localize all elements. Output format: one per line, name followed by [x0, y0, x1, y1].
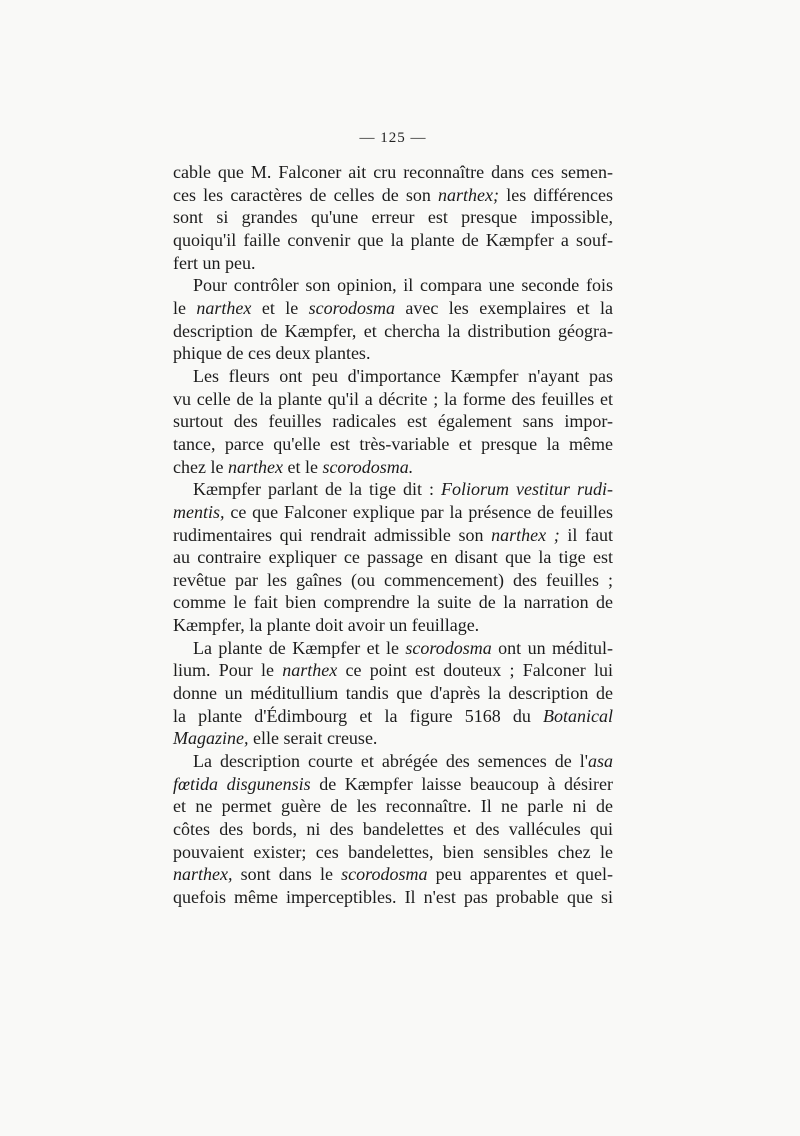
text-segment: il faut: [559, 524, 613, 545]
text-segment: fert un peu.: [173, 252, 256, 273]
paragraph: [173, 161, 613, 274]
text-line: [173, 863, 613, 886]
italic-term: fœtida disgunensis: [173, 773, 311, 794]
italic-term: narthex ;: [491, 524, 560, 545]
text-segment: La description courte et abrégée des semences de l': [193, 751, 588, 772]
text-line: [173, 546, 613, 569]
text-line: [173, 456, 613, 479]
text-line: [173, 410, 613, 433]
text-segment: surtout des feuilles radicales est également sans impor-: [173, 411, 613, 432]
text-body: [173, 161, 613, 909]
text-segment: comme le fait bien comprendre la suite de la narration de: [173, 592, 613, 613]
text-segment: et le: [282, 456, 323, 477]
text-line: [173, 206, 613, 229]
text-segment: de Kæmpfer laisse beaucoup à désirer: [310, 773, 613, 794]
text-line: [173, 274, 613, 297]
paragraph: [173, 365, 613, 478]
text-segment: sont si grandes qu'une erreur est presque impossible,: [173, 207, 613, 228]
text-line: [173, 524, 613, 547]
text-line: [173, 614, 613, 637]
italic-term: Foliorum vestitur rudi-: [440, 479, 613, 500]
italic-term: scorodosma.: [322, 456, 414, 477]
text-segment: sont dans le: [232, 864, 342, 885]
text-segment: description de Kæmpfer, et chercha la distribution géogra-: [173, 320, 613, 341]
text-line: [173, 297, 613, 320]
text-segment: elle serait creuse.: [248, 728, 378, 749]
text-segment: ont un méditul-: [491, 637, 613, 658]
italic-term: mentis,: [173, 501, 225, 522]
text-segment: Les fleurs ont peu d'importance Kæmpfer n'ayant pas: [193, 365, 613, 386]
text-segment: quoiqu'il faille convenir que la plante de Kæmpfer a souf-: [173, 229, 613, 250]
text-line: [173, 795, 613, 818]
text-segment: donne un méditullium tandis que d'après la description de: [173, 683, 613, 704]
text-segment: quefois même imperceptibles. Il n'est pas probable que si: [173, 887, 613, 907]
text-line: [173, 682, 613, 705]
text-segment: les différences: [499, 184, 613, 205]
text-line: [173, 773, 613, 796]
text-segment: lium. Pour le: [173, 660, 283, 681]
italic-term: Botanical: [543, 705, 613, 726]
paragraph: [173, 750, 613, 909]
text-segment: Pour contrôler son opinion, il compara une seconde fois: [193, 275, 613, 296]
text-line: [173, 433, 613, 456]
text-segment: et le: [251, 297, 309, 318]
text-segment: vu celle de la plante qu'il a décrite ; la forme des feuilles et: [173, 388, 613, 409]
text-segment: Kæmpfer, la plante doit avoir un feuillage.: [173, 615, 480, 636]
text-line: [173, 727, 613, 750]
text-line: [173, 320, 613, 343]
text-segment: le: [173, 297, 197, 318]
text-line: [173, 252, 613, 275]
page-number-header: — 125 —: [359, 130, 427, 146]
text-segment: peu apparentes et quel-: [427, 864, 613, 885]
text-line: [173, 705, 613, 728]
italic-term: narthex: [282, 660, 338, 681]
italic-term: scorodosma: [308, 297, 395, 318]
text-line: [173, 501, 613, 524]
text-line: [173, 342, 613, 365]
text-line: [173, 161, 613, 184]
text-segment: et ne permet guère de les reconnaître. Il ne parle ni de: [173, 796, 613, 817]
text-line: [173, 388, 613, 411]
paragraph: [173, 274, 613, 365]
text-segment: ces les caractères de celles de son: [173, 184, 439, 205]
text-line: [173, 478, 613, 501]
text-segment: La plante de Kæmpfer et le: [193, 637, 406, 658]
italic-term: scorodosma: [405, 637, 492, 658]
text-line: [173, 886, 613, 909]
text-line: [173, 184, 613, 207]
text-segment: pouvaient exister; ces bandelettes, bien sensibles chez le: [173, 841, 613, 862]
italic-term: narthex;: [438, 184, 500, 205]
text-segment: la plante d'Édimbourg et la figure 5168 du: [173, 705, 543, 726]
text-segment: avec les exemplaires et la: [395, 297, 614, 318]
text-segment: tance, parce qu'elle est très-variable et presque la même: [173, 433, 613, 454]
text-line: [173, 591, 613, 614]
text-line: [173, 750, 613, 773]
italic-term: Magazine,: [173, 728, 249, 749]
paragraph: [173, 637, 613, 750]
italic-term: narthex,: [173, 864, 233, 885]
text-line: [173, 229, 613, 252]
italic-term: narthex: [227, 456, 283, 477]
text-line: [173, 818, 613, 841]
text-segment: Kæmpfer parlant de la tige dit :: [193, 479, 441, 500]
text-segment: côtes des bords, ni des bandelettes et des vallécules qui: [173, 819, 613, 840]
text-line: [173, 841, 613, 864]
italic-term: scorodosma: [341, 864, 428, 885]
paragraph: [173, 478, 613, 637]
text-segment: ce point est douteux ; Falconer lui: [337, 660, 614, 681]
text-line: [173, 365, 613, 388]
italic-term: asa: [587, 751, 613, 772]
text-segment: chez le: [173, 456, 228, 477]
text-line: [173, 659, 613, 682]
text-line: [173, 569, 613, 592]
text-line: [173, 637, 613, 660]
text-segment: ce que Falconer explique par la présence de feuilles: [224, 501, 613, 522]
text-segment: revêtue par les gaînes (ou commencement) des feuilles ;: [173, 569, 613, 590]
text-segment: rudimentaires qui rendrait admissible son: [173, 524, 492, 545]
text-segment: phique de ces deux plantes.: [173, 343, 371, 364]
text-segment: au contraire expliquer ce passage en disant que la tige est: [173, 547, 613, 568]
text-segment: cable que M. Falconer ait cru reconnaître dans ces semen-: [173, 162, 613, 182]
italic-term: narthex: [196, 297, 252, 318]
